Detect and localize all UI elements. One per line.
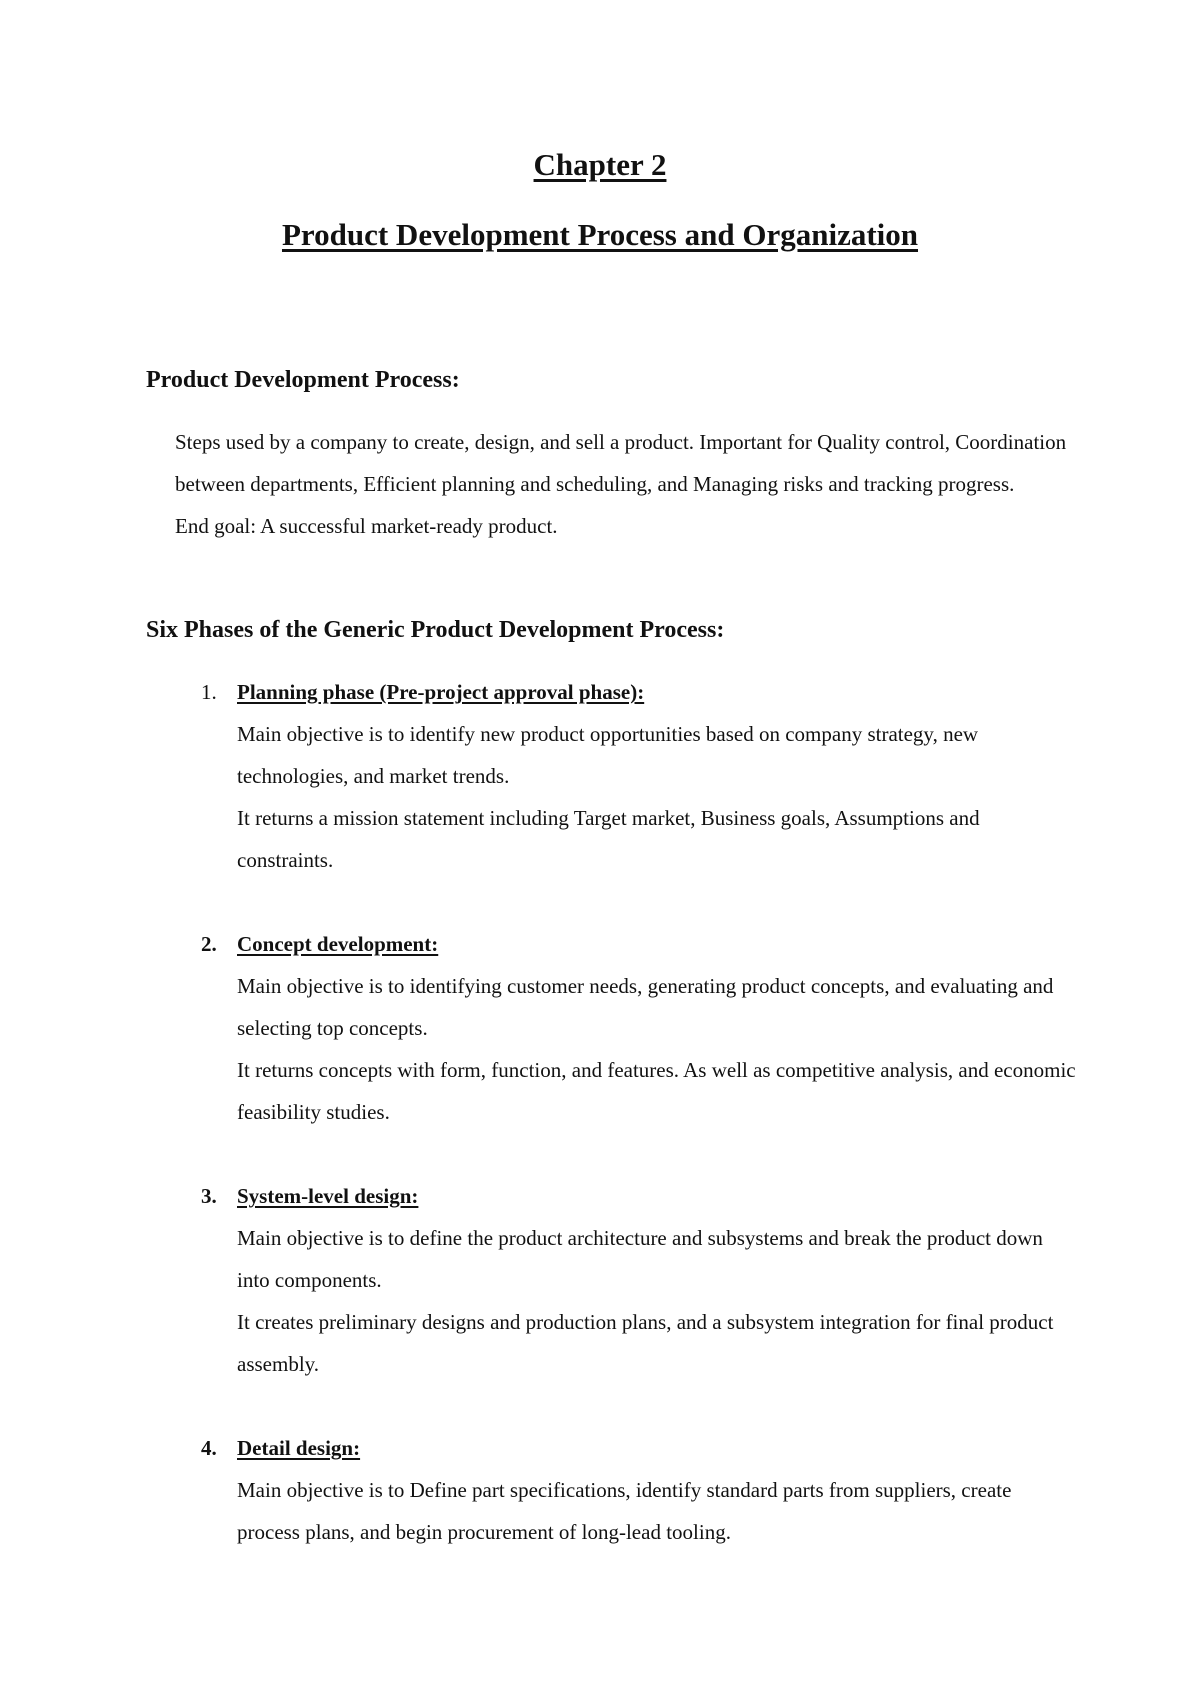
phase-objective: Main objective is to define the product architecture and subsystems and break the product down into components. (237, 1226, 1043, 1292)
phase-content (237, 923, 1077, 1133)
section-heading-phases: Six Phases of the Generic Product Development Process: (146, 617, 725, 643)
process-description (175, 421, 1075, 547)
phase-objective: Main objective is to Define part specifications, identify standard parts from suppliers, create process plans, and begin procurement of long-lead tooling. (237, 1478, 1012, 1544)
phase-content (237, 1427, 1077, 1553)
end-goal-text: End goal: A successful market-ready product. (175, 514, 558, 538)
phase-output: It creates preliminary designs and production plans, and a subsystem integration for final product assembly. (237, 1310, 1054, 1376)
document-title: Product Development Process and Organization (281, 217, 919, 252)
phase-title: Concept development: (237, 932, 439, 956)
phase-output: It returns a mission statement including Target market, Business goals, Assumptions and constraints. (237, 806, 980, 872)
phase-number: 2. (201, 932, 217, 956)
phase-objective: Main objective is to identifying customer needs, generating product concepts, and evaluating and selecting top concepts. (237, 974, 1054, 1040)
process-paragraph: Steps used by a company to create, design, and sell a product. Important for Quality control, Coordination between departments, Efficient planning and scheduling, and Managing risks and tracking progress. (175, 430, 1067, 496)
section-heading-process: Product Development Process: (146, 367, 460, 393)
phase-content (237, 1175, 1077, 1385)
phase-title: Detail design: (237, 1436, 361, 1460)
phase-title: Planning phase (Pre-project approval phase): (237, 680, 645, 704)
phase-number: 4. (201, 1436, 217, 1460)
phase-content (237, 671, 1077, 881)
phase-title: System-level design: (237, 1184, 419, 1208)
phase-number: 3. (201, 1184, 217, 1208)
phase-objective: Main objective is to identify new product opportunities based on company strategy, new technologies, and market trends. (237, 722, 979, 788)
phase-number: 1. (201, 680, 217, 704)
chapter-heading: Chapter 2 (533, 147, 667, 182)
phase-output: It returns concepts with form, function, and features. As well as competitive analysis, and economic feasibility studies. (237, 1058, 1076, 1124)
